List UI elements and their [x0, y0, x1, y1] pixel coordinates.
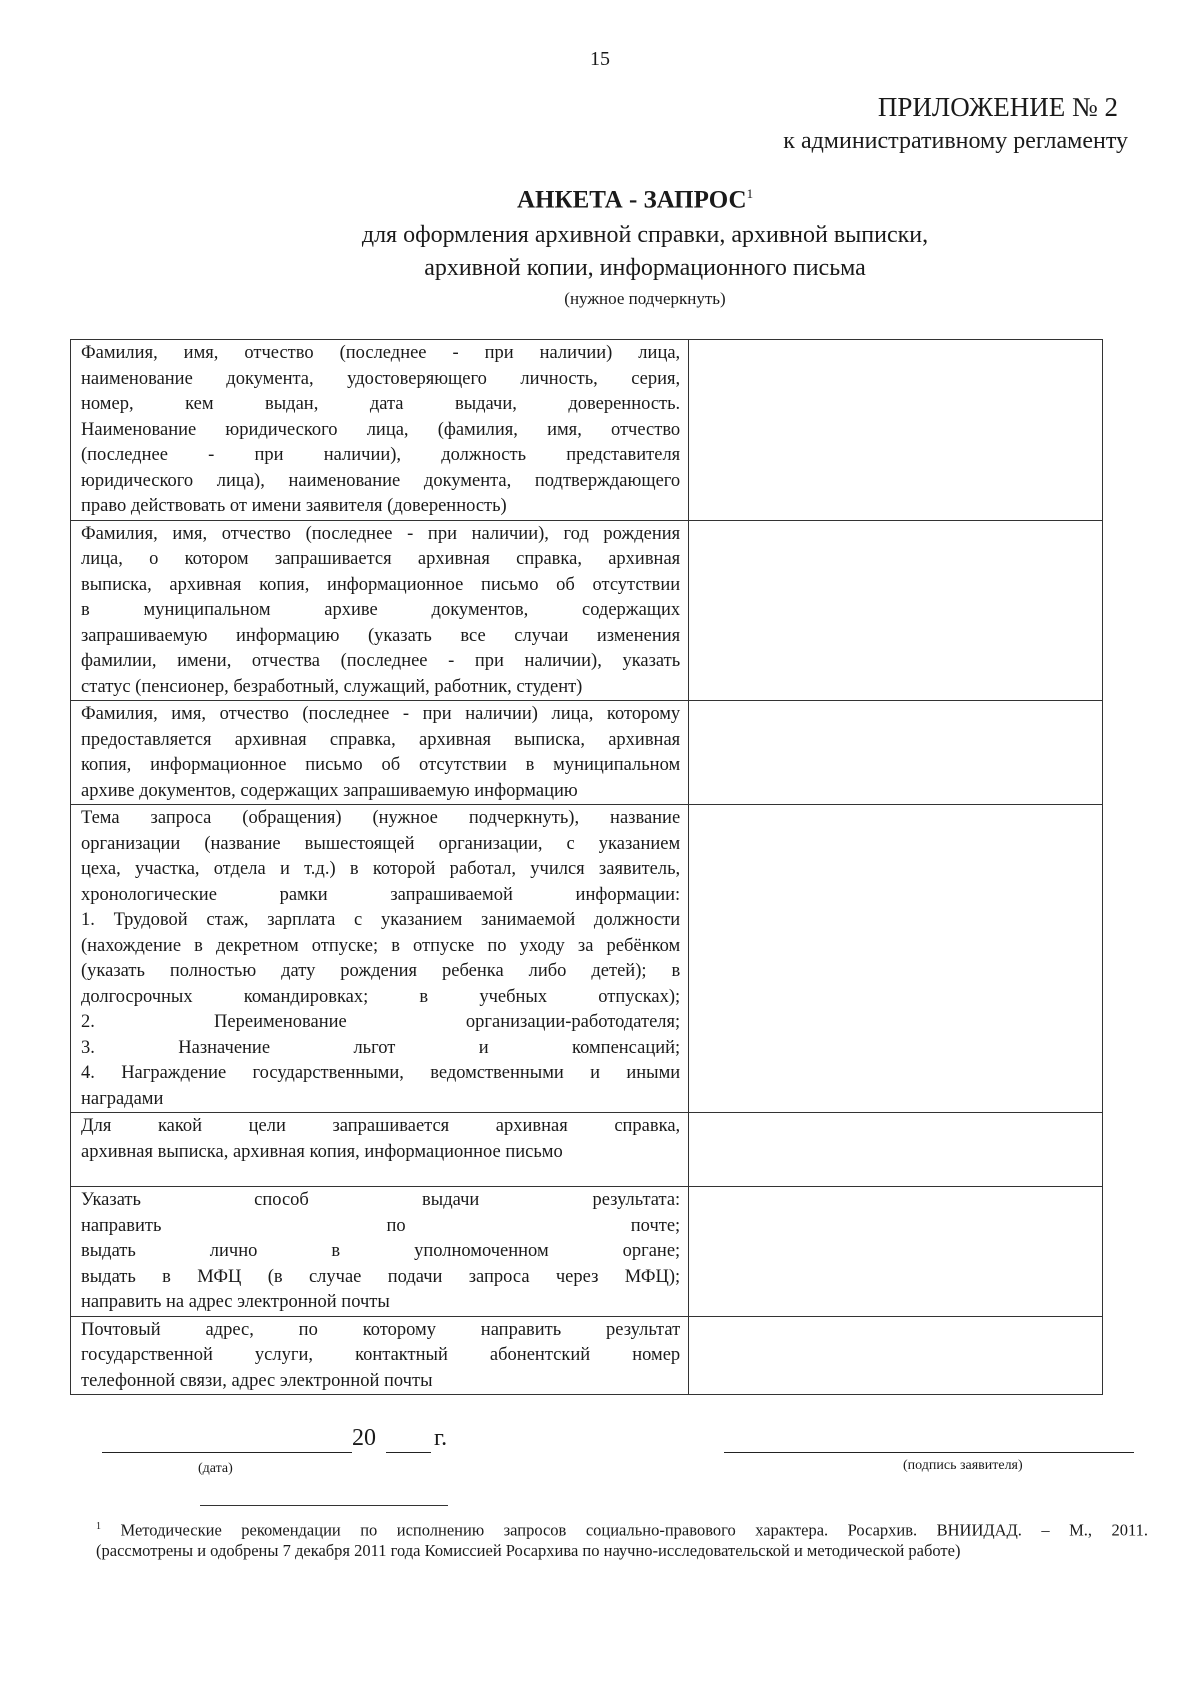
form-row-label-line: Указать способ выдачи результата: — [81, 1190, 681, 1210]
date-line[interactable] — [102, 1452, 352, 1453]
form-row-label-line: направить на адрес электронной почты — [81, 1292, 390, 1312]
form-row-label-line: выдать лично в уполномоченном органе; — [81, 1241, 681, 1261]
form-row-value-field[interactable] — [689, 1316, 1103, 1395]
form-row-value-field[interactable] — [689, 1113, 1103, 1187]
form-title — [0, 186, 1200, 214]
form-row — [71, 1187, 1103, 1317]
footnote-mark-bottom: 1 — [96, 1521, 101, 1532]
date-year-prefix: 20 — [352, 1425, 376, 1451]
form-row-label-line: статус (пенсионер, безработный, служащий, работник, студент) — [81, 676, 583, 697]
form-row-value-field[interactable] — [689, 520, 1103, 701]
form-row-label-line: государственной услуги, контактный абонентский номер — [81, 1345, 681, 1365]
form-row-label-line: 4. Награждение государственными, ведомственными и иными — [81, 1063, 681, 1083]
form-row-label-line: телефонной связи, адрес электронной почты — [81, 1370, 433, 1391]
form-row-label-line: в муниципальном архиве документов, содержащих — [81, 600, 681, 620]
form-row-label-line: Фамилия, имя, отчество (последнее - при наличии), год рождения — [81, 523, 681, 544]
form-row-label — [71, 701, 689, 805]
form-row-label-line: хронологические рамки запрашиваемой информации: — [81, 884, 681, 905]
form-row-value-field[interactable] — [689, 1187, 1103, 1317]
form-subtitle-line2: архивной копии, информационного письма — [424, 255, 866, 281]
form-table-body — [71, 340, 1103, 1395]
form-row-label — [71, 340, 689, 521]
form-row-label — [71, 1187, 689, 1317]
form-subtitle-line1: для оформления архивной справки, архивной выписки, — [361, 222, 929, 248]
form-row-label-line: организации (название вышестоящей организации, с указанием — [81, 833, 681, 854]
form-row-label-line: копия, информационное письмо об отсутствии в муниципальном — [81, 755, 681, 775]
appendix-subtitle: к административному регламенту — [783, 128, 1128, 154]
footnote-rule — [200, 1505, 448, 1506]
form-row-label-line: предоставляется архивная справка, архивная выписка, архивная — [81, 729, 681, 750]
footnote-mark: 1 — [746, 186, 754, 201]
form-row-label-line: направить по почте; — [81, 1215, 681, 1236]
form-row-label-line: (нахождение в декретном отпуске; в отпуске по уходу за ребёнком — [81, 935, 681, 956]
form-row-value-field[interactable] — [689, 340, 1103, 521]
date-caption: (дата) — [198, 1461, 233, 1476]
page-number: 15 — [590, 48, 610, 70]
form-row-label-line: цеха, участка, отдела и т.д.) в которой работал, учился заявитель, — [81, 859, 681, 879]
form-row-label-line: 1. Трудовой стаж, зарплата с указанием занимаемой должности — [81, 910, 681, 930]
footnote-text-1: Методические рекомендации по исполнению запросов социально-правового характера. Росархив. ВНИИДАД. – М., 2011. — [120, 1520, 1149, 1540]
form-row-label — [71, 520, 689, 701]
form-note: (нужное подчеркнуть) — [564, 289, 726, 308]
form-title-text: АНКЕТА - ЗАПРОС — [516, 186, 747, 214]
form-row-label — [71, 1113, 689, 1187]
form-row-label-line: запрашиваемую информацию (указать все случаи изменения — [81, 625, 681, 646]
form-row-label-line: Тема запроса (обращения) (нужное подчеркнуть), название — [81, 808, 681, 828]
footnote-line2: (рассмотрены и одобрены 7 декабря 2011 года Комиссией Росархива по научно-исследовательской и методической работе) — [96, 1541, 961, 1560]
form-row — [71, 701, 1103, 805]
form-row-label-line: выписка, архивная копия, информационное письмо об отсутствии — [81, 574, 681, 595]
form-row-label-line: долгосрочных командировках; в учебных отпусках); — [81, 986, 681, 1007]
form-row-label-line: номер, кем выдан, дата выдачи, доверенность. — [81, 394, 681, 414]
form-row-label-line: фамилии, имени, отчества (последнее - при наличии), указать — [81, 651, 681, 671]
form-row-label-line: (последнее - при наличии), должность представителя — [81, 445, 681, 465]
form-row-label-line: 2. Переименование организации-работодателя; — [81, 1012, 681, 1032]
form-row — [71, 340, 1103, 521]
form-row-label — [71, 1316, 689, 1395]
form-row — [71, 1316, 1103, 1395]
form-row — [71, 1113, 1103, 1187]
request-form-table — [70, 339, 1103, 1395]
form-row-label-line: 3. Назначение льгот и компенсаций; — [81, 1037, 681, 1058]
form-row-label-line: Для какой цели запрашивается архивная справка, — [81, 1116, 681, 1136]
form-row-label-line: выдать в МФЦ (в случае подачи запроса через МФЦ); — [81, 1266, 681, 1287]
form-row — [71, 520, 1103, 701]
signature-caption: (подпись заявителя) — [903, 1458, 1023, 1473]
form-row-value-field[interactable] — [689, 701, 1103, 805]
form-row-label-line: юридического лица), наименование документа, подтверждающего — [81, 470, 681, 491]
form-row-label-line: Фамилия, имя, отчество (последнее - при наличии) лица, — [81, 343, 681, 363]
form-row-label-line: наградами — [81, 1088, 164, 1109]
signature-line[interactable] — [724, 1452, 1134, 1453]
form-row-label-line: Наименование юридического лица, (фамилия, имя, отчество — [81, 419, 681, 440]
form-row-label-line: Фамилия, имя, отчество (последнее - при наличии) лица, которому — [81, 704, 681, 724]
form-row-label-line: (указать полностью дату рождения ребенка либо детей); в — [81, 961, 681, 981]
appendix-title: ПРИЛОЖЕНИЕ № 2 — [877, 92, 1118, 122]
form-row-label-line: наименование документа, удостоверяющего личность, серия, — [81, 368, 681, 389]
date-year-line[interactable] — [386, 1452, 431, 1453]
form-row-label-line: Почтовый адрес, по которому направить результат — [81, 1319, 681, 1340]
form-row — [71, 805, 1103, 1113]
form-row-label-line: лица, о котором запрашивается архивная справка, архивная — [81, 549, 681, 569]
form-row-label-line: право действовать от имени заявителя (доверенность) — [81, 496, 507, 516]
form-row-label-line: архивная выписка, архивная копия, информационное письмо — [81, 1141, 563, 1162]
form-row-label-line: архиве документов, содержащих запрашиваемую информацию — [81, 780, 578, 801]
form-row-value-field[interactable] — [689, 805, 1103, 1113]
form-row-label — [71, 805, 689, 1113]
date-year-suffix: г. — [434, 1425, 448, 1451]
